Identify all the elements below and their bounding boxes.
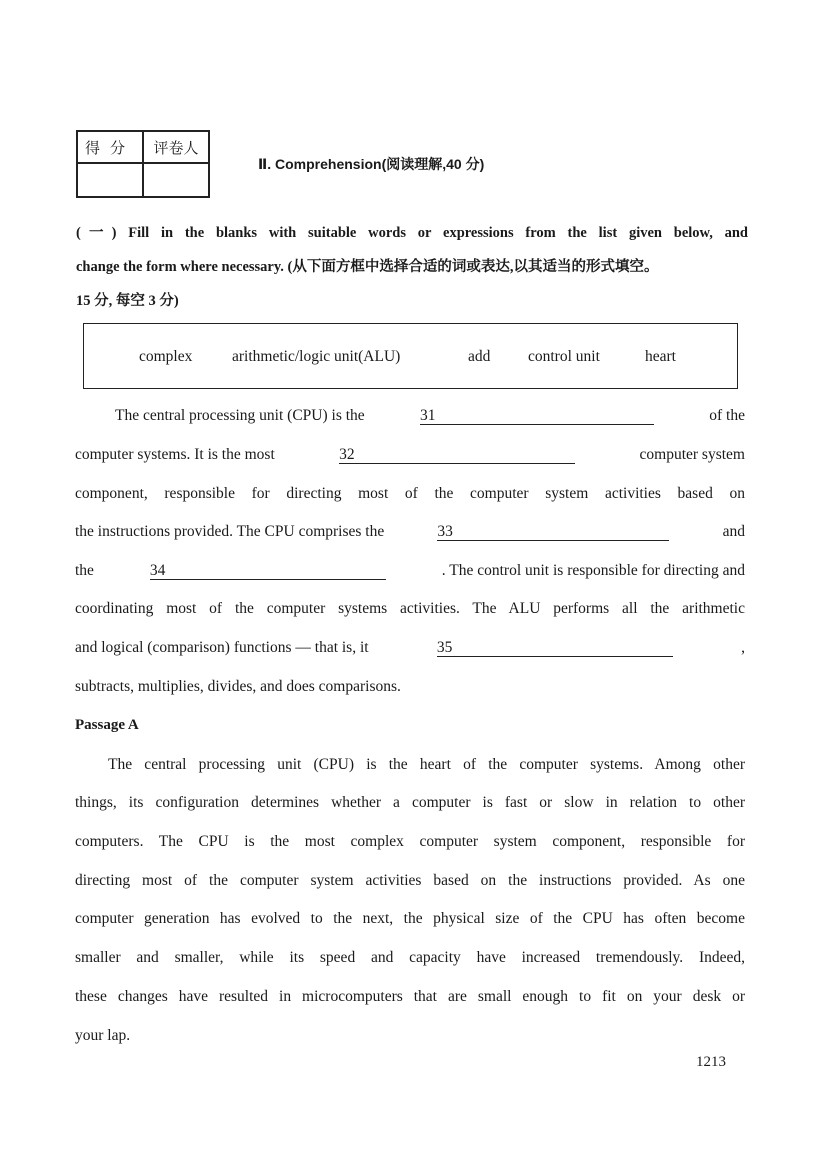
blank-31[interactable]: 31	[420, 408, 654, 425]
passage-line: directing most of the computer system activities based on the instructions provided. As one	[75, 872, 745, 889]
cloze-text: and logical (comparison) functions — that is, it	[75, 639, 369, 656]
blank-35[interactable]: 35	[437, 640, 673, 657]
cloze-text: The central processing unit (CPU) is the	[115, 407, 365, 424]
grader-cell	[143, 163, 209, 197]
cloze-line-7	[75, 639, 745, 657]
cloze-line-1	[75, 407, 745, 425]
word-bank-item: control unit	[528, 348, 600, 365]
cloze-text: . The control unit is responsible for directing and	[441, 562, 745, 579]
instruction-line-1: (一) Fill in the blanks with suitable words or expressions from the list given below, and	[76, 225, 748, 241]
word-bank-item: heart	[645, 348, 676, 365]
cloze-line-4	[75, 523, 745, 541]
word-bank-item: add	[468, 348, 491, 365]
cloze-text: and	[722, 523, 745, 540]
cloze-line-5	[75, 562, 745, 580]
passage-line: The central processing unit (CPU) is the heart of the computer systems. Among other	[108, 756, 745, 773]
cloze-text: the	[75, 562, 94, 579]
instruction-line-3: 15 分, 每空 3 分)	[76, 293, 179, 309]
cloze-text: ,	[741, 639, 745, 656]
score-table	[76, 130, 210, 198]
blank-33[interactable]: 33	[437, 524, 669, 541]
passage-line: computer generation has evolved to the next, the physical size of the CPU has often become	[75, 910, 745, 927]
grader-header: 评卷人	[143, 131, 209, 163]
score-cell	[77, 163, 143, 197]
cloze-line-3: component, responsible for directing most of the computer system activities based on	[75, 485, 745, 502]
cloze-text: computer systems. It is the most	[75, 446, 275, 463]
passage-line: your lap.	[75, 1027, 131, 1044]
passage-line: these changes have resulted in microcomputers that are small enough to fit on your desk or	[75, 988, 745, 1005]
cloze-line-2	[75, 446, 745, 464]
cloze-line-6: coordinating most of the computer systems activities. The ALU performs all the arithmetic	[75, 600, 745, 617]
cloze-line-8: subtracts, multiplies, divides, and does comparisons.	[75, 678, 401, 695]
score-header: 得分	[77, 131, 143, 163]
word-bank-item: arithmetic/logic unit(ALU)	[232, 348, 401, 365]
cloze-text: computer system	[639, 446, 745, 463]
section-title: Ⅱ. Comprehension(阅读理解,40 分)	[258, 156, 485, 172]
blank-34[interactable]: 34	[150, 563, 386, 580]
instruction-line-2: change the form where necessary. (从下面方框中选择合适的词或表达,以其适当的形式填空。	[76, 259, 659, 275]
cloze-text: the instructions provided. The CPU comprises the	[75, 523, 385, 540]
cloze-text: of the	[709, 407, 745, 424]
word-bank-box	[83, 323, 738, 389]
passage-line: things, its configuration determines whether a computer is fast or slow in relation to other	[75, 794, 745, 811]
page-number: 1213	[696, 1054, 726, 1070]
passage-line: smaller and smaller, while its speed and capacity have increased tremendously. Indeed,	[75, 949, 745, 966]
passage-line: computers. The CPU is the most complex computer system component, responsible for	[75, 833, 745, 850]
word-bank-item: complex	[139, 348, 193, 365]
passage-heading: Passage A	[75, 717, 139, 733]
blank-32[interactable]: 32	[339, 447, 575, 464]
